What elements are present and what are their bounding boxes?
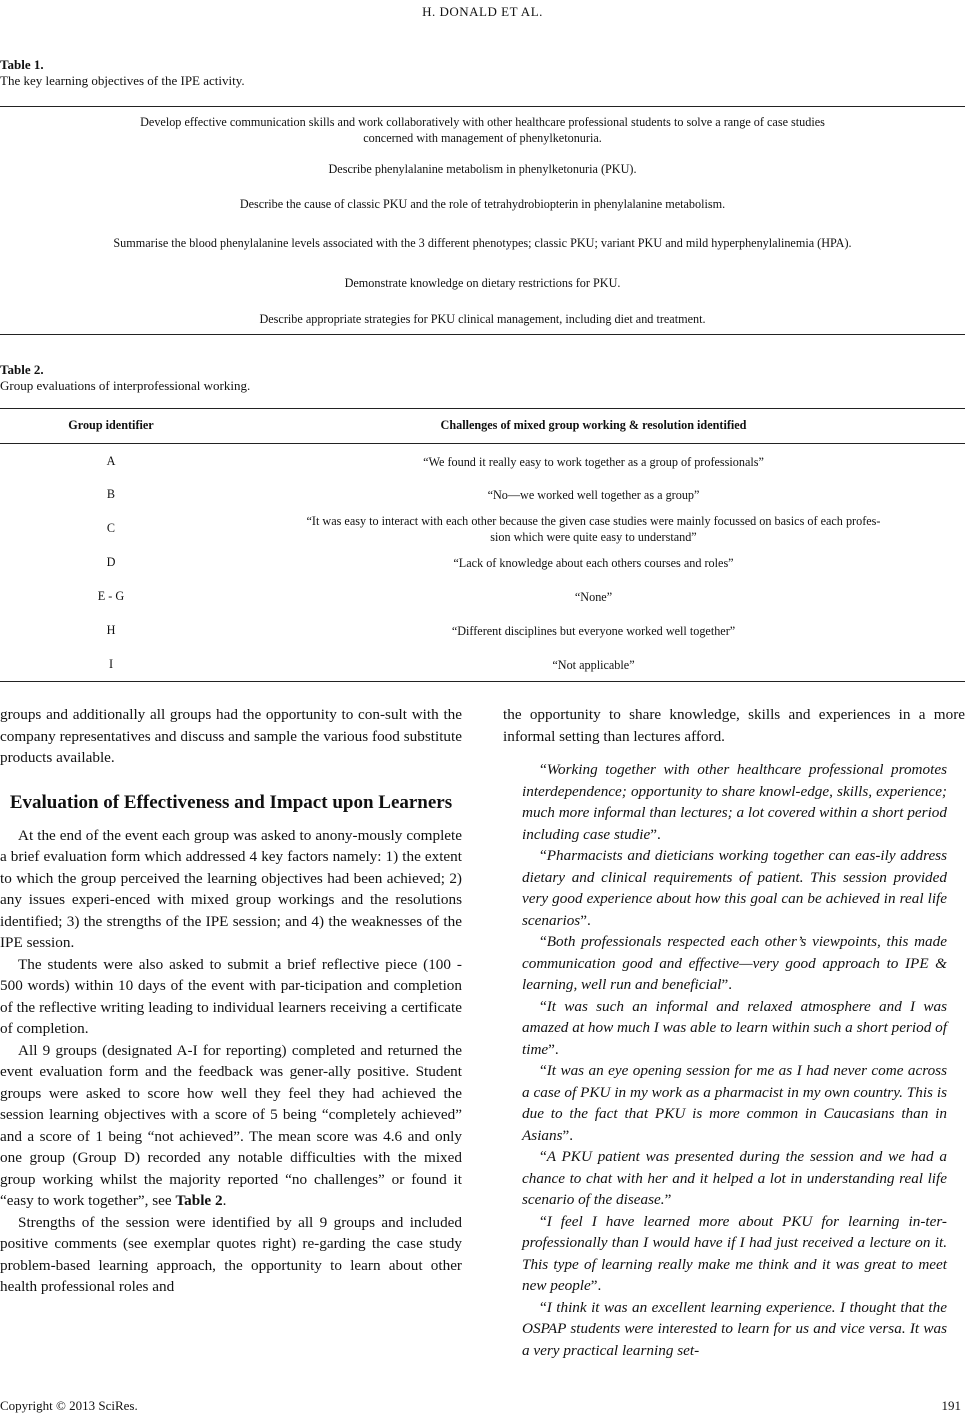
table1-caption — [0, 57, 245, 89]
paragraph: groups and additionally all groups had the opportunity to con-sult with the company representatives and discuss and sample the various food substitute products available. — [0, 706, 462, 766]
paragraph — [0, 1040, 462, 1212]
table1-label: Table 1. — [0, 57, 44, 72]
table2-group-text: “No—we worked well together as a group” — [487, 488, 700, 502]
table1-caption-text: The key learning objectives of the IPE activity. — [0, 73, 245, 88]
student-quote: “I think it was an excellent learning experience. I thought that the OSPAP students were interested to learn for us and vice versa. It was a very practical learning set- — [522, 1298, 947, 1359]
table2-group-text-cont: sion which were quite easy to understand” — [490, 530, 697, 544]
table2-group-text: “Lack of knowledge about each others courses and roles” — [453, 556, 734, 570]
quote-text: I feel I have learned more about PKU for learning in-ter-professionally than I would have if I had just received a lecture on it. This type of learning really make me think and it was great to meet new people — [522, 1212, 947, 1294]
table2-header-group: Group identifier — [68, 418, 154, 432]
table1-row: Describe phenylalanine metabolism in phenylketonuria (PKU). — [328, 162, 637, 176]
paragraph: the opportunity to share knowledge, skills and experiences in a more informal setting than lectures afford. — [503, 706, 965, 745]
quote-block — [522, 759, 947, 1361]
quote-text: Working together with other healthcare professional promotes interdependence; opportunity to share knowl-edge, skills, experience; much more informal than lectures; a lot covered within a short period including case studie — [522, 761, 947, 843]
table1-row: Describe appropriate strategies for PKU clinical management, including diet and treatment. — [259, 312, 706, 326]
paragraph: The students were also asked to submit a brief reflective piece (100 - 500 words) within 10 days of the event with par-ticipation and completion of the reflective writing leading to individual learners receiving a certificate of completion. — [0, 955, 462, 1037]
student-quote: “It was such an informal and relaxed atmosphere and I was amazed at how much I was able to learn within such a short period of time”. — [522, 997, 947, 1058]
section-heading: Evaluation of Effectiveness and Impact upon Learners — [9, 791, 453, 813]
table1-row: Summarise the blood phenylalanine levels associated with the 3 different phenotypes; classic PKU; variant PKU and mild hyperphenylalinemia (HPA). — [113, 236, 852, 250]
table1-bottom-rule — [0, 334, 965, 335]
table2-group-text: “Different disciplines but everyone worked well together” — [451, 624, 736, 638]
right-column — [503, 704, 965, 1361]
table2-group-id: I — [108, 657, 114, 671]
table-reference-link[interactable]: Table 2 — [175, 1192, 223, 1209]
student-quote: “Both professionals respected each other’s viewpoints, this made communication good and effective—very good approach to IPE & learning, well run and beneficial”. — [522, 933, 947, 993]
student-quote: “Pharmacists and dieticians working together can eas-ily address dietary and clinical requirements of patient. This session provided very good experience about how this goal can be achieved in real life scenarios”. — [522, 847, 947, 929]
table2-header-challenges: Challenges of mixed group working & resolution identified — [440, 418, 747, 432]
quote-text: I think it was an excellent learning experience. I thought that the OSPAP students were interested to learn for us and vice versa. It was a very practical learning set- — [522, 1298, 947, 1359]
student-quote: “It was an eye opening session for me as I had never come across a case of PKU in my work as a pharmacist in my own country. This is due to the fact that PKU is more common in Caucasians than in Asians”. — [522, 1062, 947, 1144]
copyright-notice: Copyright © 2013 SciRes. — [0, 1398, 138, 1413]
table2-bottom-rule — [0, 681, 965, 682]
quote-text: It was such an informal and relaxed atmosphere and I was amazed at how much I was able to learn within such a short period of time — [522, 997, 947, 1058]
table1-row: concerned with management of phenylketonuria. — [363, 131, 602, 145]
student-quote: “A PKU patient was presented during the session and we had a chance to chat with her and it helped a lot in understanding real life scenario of the disease.” — [522, 1148, 947, 1208]
paragraph-text: All 9 groups (designated A-I for reporting) completed and returned the event evaluation form and the feedback was gener-ally positive. Student groups were asked to score how well they feel they had achieved the session learning objectives with a score of 5 being “completely achieved” and a score of 1 being “not achieved”. The mean score was 4.6 and only one group (Group D) recorded any notable difficulties with the mixed group working whilst the majority reported “no challenges” or found it “easy to work together”, see — [0, 1041, 462, 1209]
student-quote: “Working together with other healthcare professional promotes interdependence; opportunity to share knowl-edge, skills, experience; much more informal than lectures; a lot covered within a short period including case studie”. — [522, 761, 947, 843]
left-column — [0, 704, 462, 1298]
table2-top-rule — [0, 408, 965, 409]
table1-row: Describe the cause of classic PKU and the role of tetrahydrobiopterin in phenylalanine metabolism. — [239, 197, 726, 211]
table2-label: Table 2. — [0, 362, 44, 377]
table1-top-rule — [0, 106, 965, 107]
table2-group-text: “It was easy to interact with each other because the given case studies were mainly focussed on basics of each profes- — [306, 514, 881, 528]
table2-group-text: “Not applicable” — [552, 658, 635, 672]
quote-text: Both professionals respected each other’s viewpoints, this made communication good and effective—very good approach to IPE & learning, well run and beneficial — [522, 933, 947, 993]
paragraph-text-end: . — [222, 1192, 227, 1209]
table2-group-id: D — [106, 555, 116, 569]
running-head: H. DONALD ET AL. — [422, 4, 543, 19]
table1-row: Demonstrate knowledge on dietary restrictions for PKU. — [344, 276, 621, 290]
table2-group-id: C — [106, 521, 116, 535]
page-number: 191 — [941, 1398, 961, 1413]
quote-text: A PKU patient was presented during the session and we had a chance to chat with her and it helped a lot in understanding real life scenario of the disease. — [522, 1148, 947, 1208]
table2-group-id: A — [106, 454, 116, 468]
table2-caption — [0, 362, 250, 394]
paragraph: At the end of the event each group was asked to anony-mously complete a brief evaluation form which addressed 4 key factors namely: 1) the extent to which the group perceived the learning objectives had been achieved; 2) any issues experi-enced with mixed group workings and the resolutions identified; 3) the strengths of the IPE session; and 4) the weaknesses of the IPE session. — [0, 826, 462, 951]
quote-text: It was an eye opening session for me as I had never come across a case of PKU in my work as a pharmacist in my own country. This is due to the fact that PKU is more common in Caucasians than in Asians — [522, 1062, 947, 1144]
table2-group-id: E - G — [97, 589, 125, 603]
table2-caption-text: Group evaluations of interprofessional working. — [0, 378, 251, 393]
table1-row: Develop effective communication skills and work collaboratively with other healthcare professional students to solve a range of case studies — [140, 115, 825, 129]
table2-group-id: B — [106, 487, 116, 501]
table2-group-id: H — [106, 623, 116, 637]
table2-header-rule — [0, 443, 965, 444]
student-quote: “I feel I have learned more about PKU for learning in-ter-professionally than I would have if I had just received a lecture on it. This type of learning really make me think and it was great to meet new people”. — [522, 1212, 947, 1294]
paragraph: Strengths of the session were identified by all 9 groups and included positive comments (see exemplar quotes right) re-garding the case study problem-based learning approach, the opportunity to learn about other health professional roles and — [0, 1213, 462, 1295]
table2-group-text: “We found it really easy to work together as a group of professionals” — [423, 455, 764, 469]
table2-group-text: “None” — [574, 590, 613, 604]
quote-text: Pharmacists and dieticians working together can eas-ily address dietary and clinical requirements of patient. This session provided very good experience about how this goal can be achieved in real life scenarios — [522, 847, 947, 929]
